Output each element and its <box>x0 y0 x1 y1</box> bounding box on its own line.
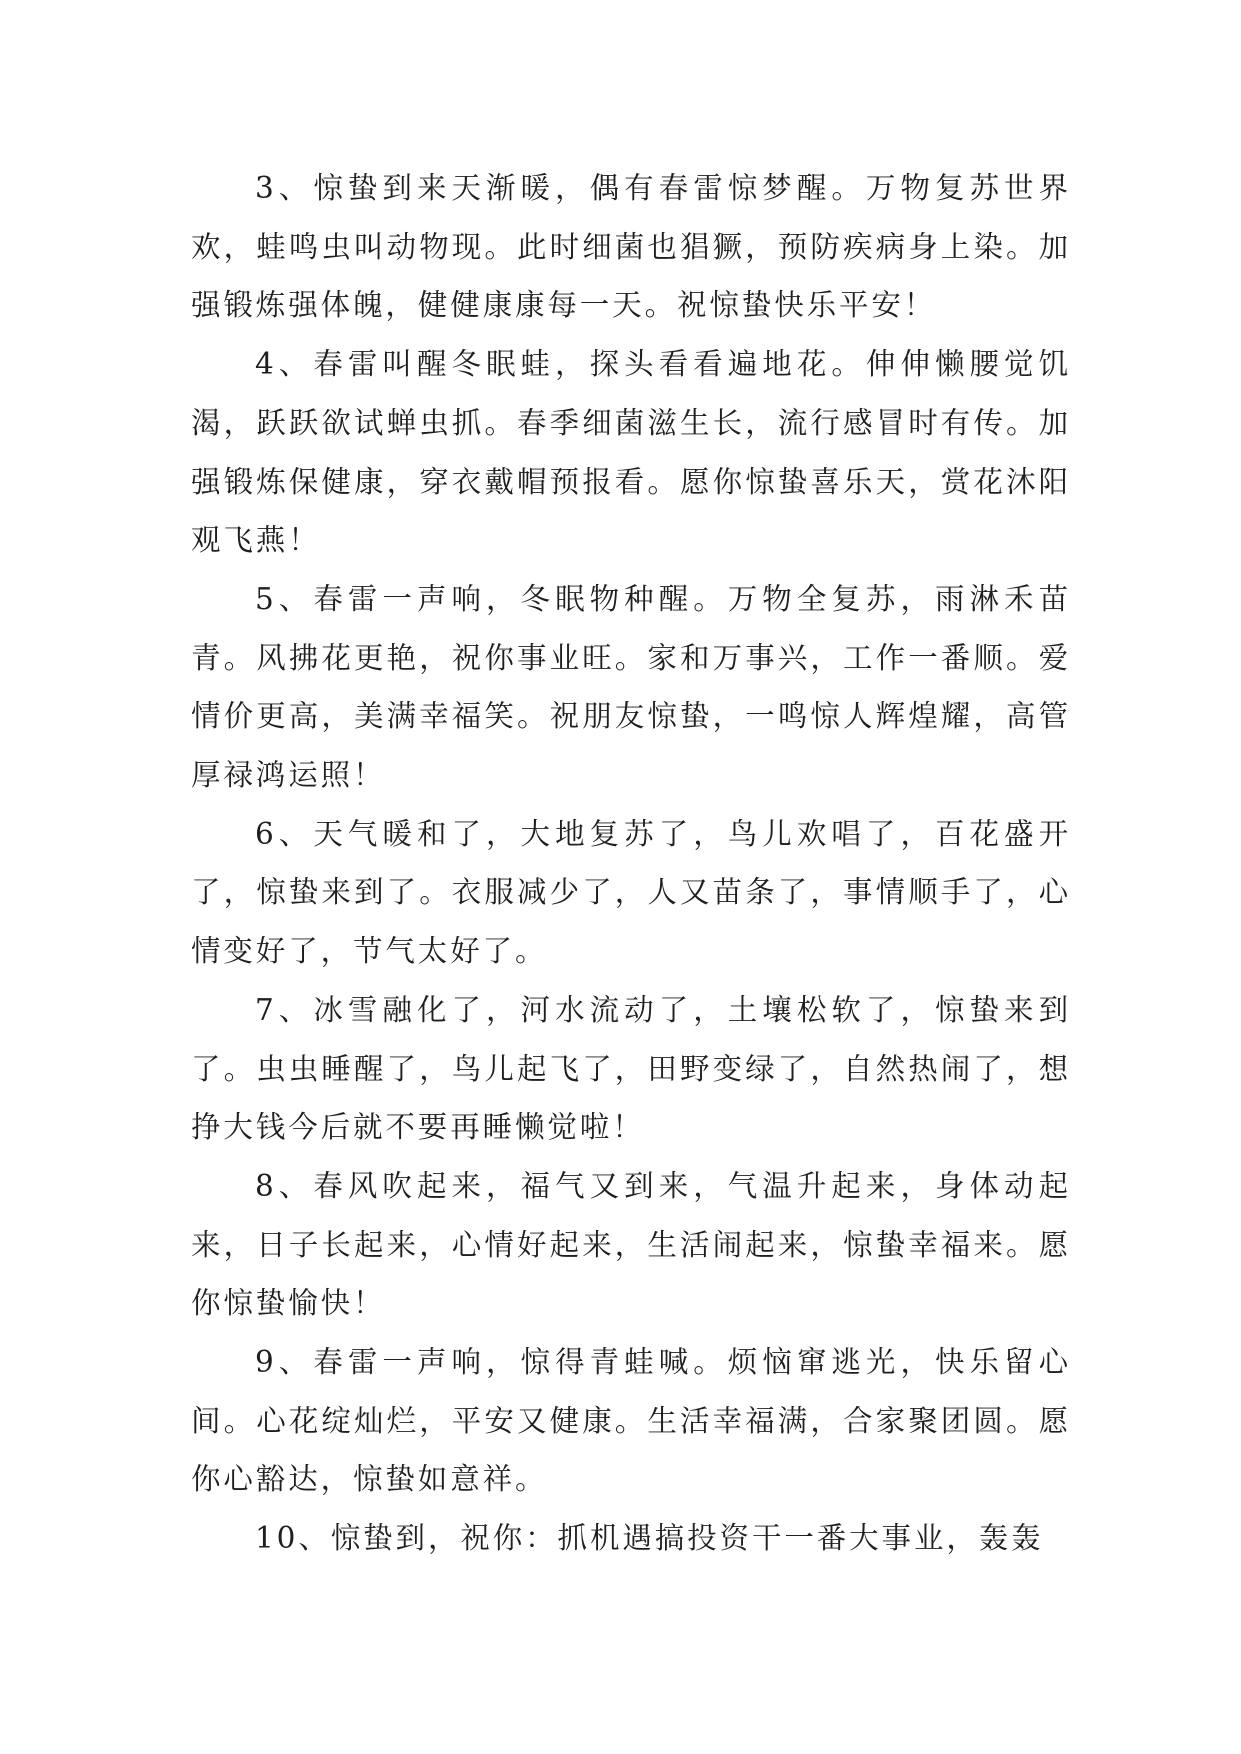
paragraph-7: 7、冰雪融化了，河水流动了，土壤松软了，惊蛰来到了。虫虫睡醒了，鸟儿起飞了，田野变绿了，自然热闹了，想挣大钱今后就不要再睡懒觉啦！ <box>191 992 1071 1145</box>
paragraph-6: 6、天气暖和了，大地复苏了，鸟儿欢唱了，百花盛开了，惊蛰来到了。衣服减少了，人又苗条了，事情顺手了，心情变好了，节气太好了。 <box>191 816 1071 969</box>
paragraph-9: 9、春雷一声响，惊得青蛙喊。烦恼窜逃光，快乐留心间。心花绽灿烂，平安又健康。生活幸福满，合家聚团圆。愿你心豁达，惊蛰如意祥。 <box>191 1345 1071 1497</box>
paragraph-5: 5、春雷一声响，冬眠物种醒。万物全复苏，雨淋禾苗青。风拂花更艳，祝你事业旺。家和万事兴，工作一番顺。爱情价更高，美满幸福笑。祝朋友惊蛰，一鸣惊人辉煌耀，高管厚禄鸿运照！ <box>191 581 1071 793</box>
document-body <box>191 159 1071 1568</box>
paragraph-4: 4、春雷叫醒冬眠蛙，探头看看遍地花。伸伸懒腰觉饥渴，跃跃欲试蝉虫抓。春季细菌滋生长，流行感冒时有传。加强锻炼保健康，穿衣戴帽预报看。愿你惊蛰喜乐天，赏花沐阳观飞燕！ <box>191 347 1071 558</box>
paragraph-8: 8、春风吹起来，福气又到来，气温升起来，身体动起来，日子长起来，心情好起来，生活闹起来，惊蛰幸福来。愿你惊蛰愉快！ <box>191 1168 1071 1321</box>
paragraph-3: 3、惊蛰到来天渐暖，偶有春雷惊梦醒。万物复苏世界欢，蛙鸣虫叫动物现。此时细菌也猖獗，预防疾病身上染。加强锻炼强体魄，健健康康每一天。祝惊蛰快乐平安！ <box>191 171 1071 323</box>
paragraph-10: 10、惊蛰到，祝你：抓机遇搞投资干一番大事业，轰轰 <box>255 1521 1044 1556</box>
